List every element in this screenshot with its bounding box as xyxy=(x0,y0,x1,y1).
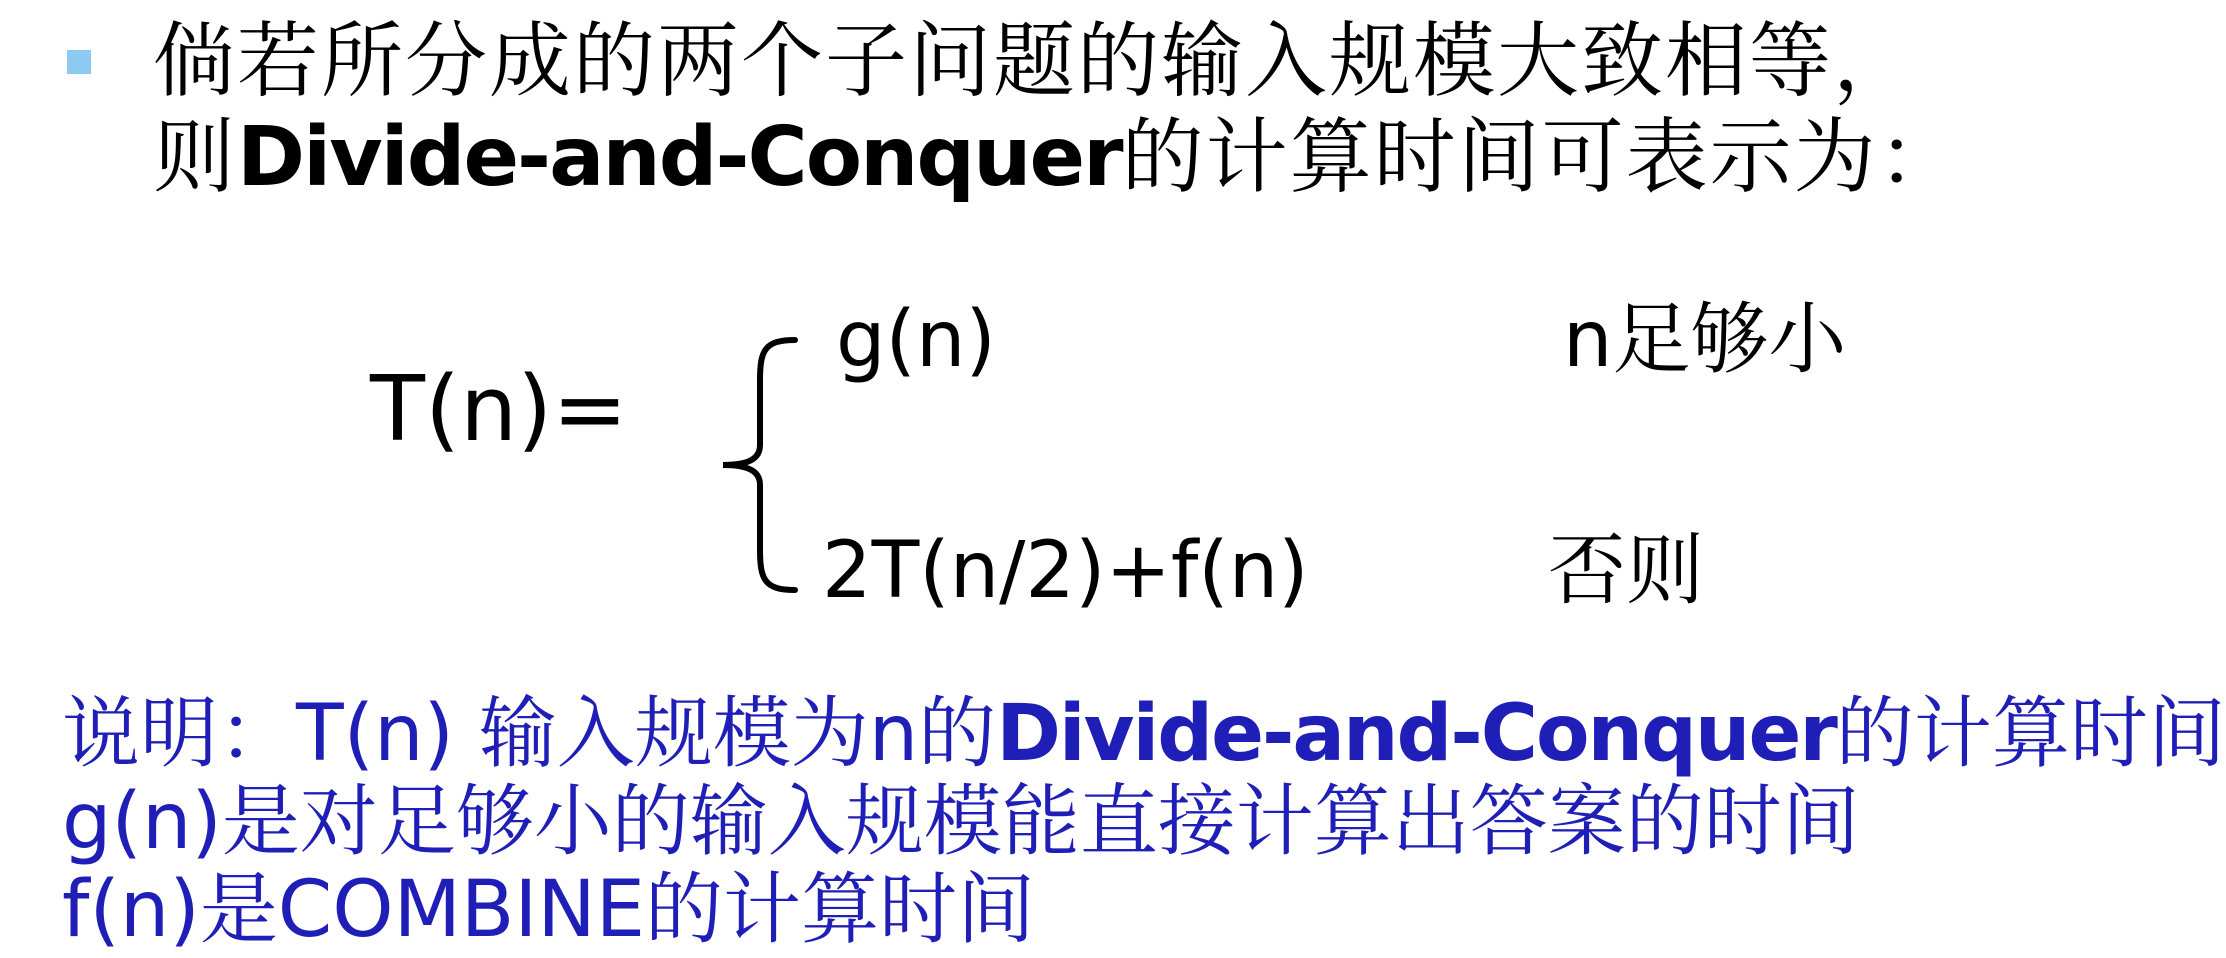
case-2-condition: 否则 xyxy=(1548,526,1705,616)
case-1-expression: g(n) xyxy=(836,295,996,385)
intro-line-1-text: 倘若所分成的两个子问题的输入规模大致相等， xyxy=(153,14,1918,109)
intro-line-2 xyxy=(153,110,1962,206)
intro-line-2-bold: Divide-and-Conquer xyxy=(237,110,1122,205)
formula-lhs: T(n)= xyxy=(370,357,628,462)
intro-line-2-prefix: 则 xyxy=(153,110,238,205)
case-1-condition: n足够小 xyxy=(1563,295,1847,385)
intro-line-1 xyxy=(153,14,1917,110)
bullet-marker xyxy=(67,50,91,74)
intro-line-2-suffix: 的计算时间可表示为： xyxy=(1121,110,1962,205)
note-line-1-a: 说明：T(n) 输入规模为n的 xyxy=(62,689,997,779)
case-2-expression: 2T(n/2)+f(n) xyxy=(822,526,1309,616)
left-brace-icon xyxy=(705,330,815,600)
note-line-2: g(n)是对足够小的输入规模能直接计算出答案的时间 xyxy=(62,777,1860,867)
note-line-3: f(n)是COMBINE的计算时间 xyxy=(62,865,1036,955)
note-line-1 xyxy=(62,690,2226,778)
note-line-1-b: 的计算时间 xyxy=(1835,689,2226,779)
note-line-1-bold: Divide-and-Conquer xyxy=(996,689,1836,779)
